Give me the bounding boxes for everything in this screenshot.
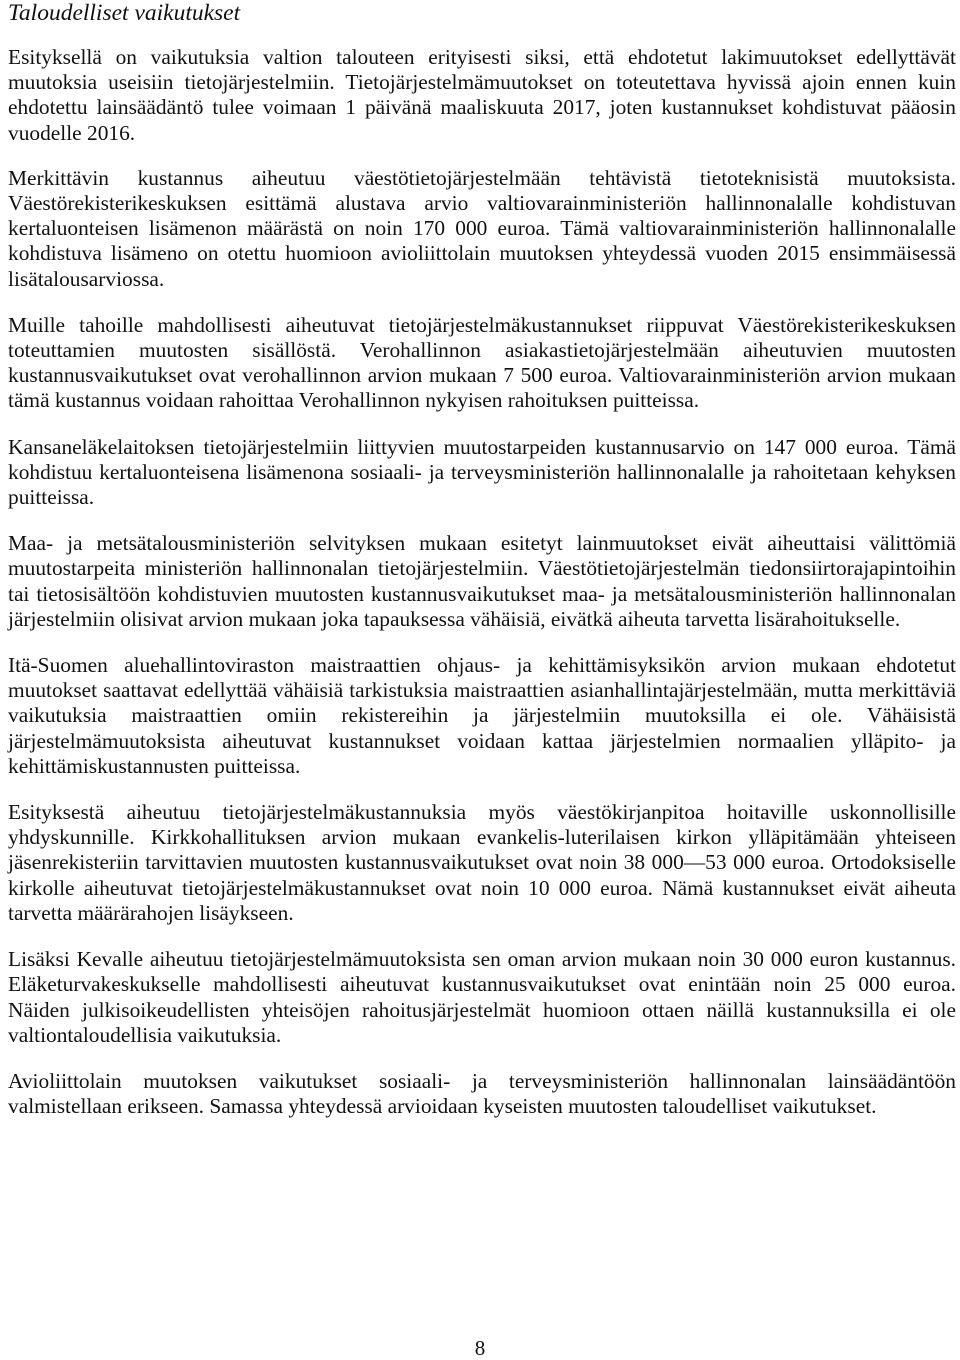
paragraph-kela-costs: Kansaneläkelaitoksen tietojärjestelmiin liittyvien muutostarpeiden kustannusarvio on 147 000 euroa. Tämä kohdistuu kertaluonteisena lisämenona sosiaali- ja terveysministeriön hallinnonalalle ja rahoitetaan kehyksen puitteissa. (8, 434, 956, 510)
page-number: 8 (474, 1336, 486, 1360)
paragraph-religious-communities: Esityksestä aiheutuu tietojärjestelmäkustannuksia myös väestökirjanpitoa hoitaville uskonnollisille yhdyskunnille. Kirkkohallituksen arvion mukaan evankelis-luterilaisen kirkon ylläpitämään yhteiseen jäsenrekisteriin tarvittavien muutosten kustannusvaikutukset ovat noin 38 000—53 000 euroa. Ortodoksiselle kirkolle aiheutuvat tietojärjestelmäkustannukset ovat noin 10 000 euroa. Nämä kustannukset eivät aiheuta tarvetta määrärahojen lisäykseen. (8, 800, 956, 925)
paragraph-marriage-act-effects: Avioliittolain muutoksen vaikutukset sosiaali- ja terveysministeriön hallinnonalan lainsäädäntöön valmistellaan erikseen. Samassa yhteydessä arvioidaan kyseisten muutosten taloudelliset vaikutukset. (8, 1068, 956, 1119)
section-heading: Taloudelliset vaikutukset (8, 0, 241, 26)
paragraph-agriculture-ministry: Maa- ja metsätalousministeriön selvityksen mukaan esitetyt lainmuutokset eivät aiheuttaisi välittömiä muutostarpeita ministeriön hallinnonalan tietojärjestelmiin. Väestötietojärjestelmän tiedonsiirtorajapintoihin tai tietosisältöön kohdistuvien muutosten kustannusvaikutukset maa- ja metsätalousministeriön hallinnonalan järjestelmiin olisivat arvion mukaan joka tapauksessa vähäisiä, eivätkä aiheuta tarvetta lisärahoitukselle. (8, 531, 956, 631)
paragraph-tax-administration-costs: Muille tahoille mahdollisesti aiheutuvat tietojärjestelmäkustannukset riippuvat Väestörekisterikeskuksen toteuttamien muutosten sisällöstä. Verohallinnon asiakastietojärjestelmään aiheutuvien muutosten kustannusvaikutukset ovat verohallinnon arvion mukaan 7 500 euroa. Valtiovarainministeriön arvion mukaan tämä kustannus voidaan rahoittaa Verohallinnon nykyisen rahoituksen puitteissa. (8, 312, 956, 413)
document-page (8, 0, 956, 1119)
paragraph-regional-agency: Itä-Suomen aluehallintoviraston maistraattien ohjaus- ja kehittämisyksikön arvion mukaan ehdotetut muutokset saattavat edellyttää vähäisiä tarkistuksia maistraattien asianhallintajärjestelmään, mutta merkittäviä vaikutuksia maistraattien omiin rekistereihin ja järjestelmiin muutoksilla ei ole. Vähäisistä järjestelmämuutoksista aiheutuvat kustannukset voidaan kattaa järjestelmien normaalien ylläpito- ja kehittämiskustannusten puitteissa. (8, 653, 956, 778)
paragraph-population-register-costs: Merkittävin kustannus aiheutuu väestötietojärjestelmään tehtävistä tietoteknisistä muutoksista. Väestörekisterikeskuksen esittämä alustava arvio valtiovarainministeriön hallinnonalalle kohdistuvan kertaluonteisen lisämenon määrästä on noin 170 000 euroa. Tämä valtiovarainministeriön hallinnonalalle kohdistuva lisämeno on otettu huomioon avioliittolain muutoksen yhteydessä vuoden 2015 ensimmäisessä lisätalousarviossa. (8, 165, 956, 291)
paragraph-keva-costs: Lisäksi Kevalle aiheutuu tietojärjestelmämuutoksista sen oman arvion mukaan noin 30 000 euron kustannus. Eläketurvakeskukselle mahdollisesti aiheutuvat kustannusvaikutukset ovat enintään noin 25 000 euroa. Näiden julkisoikeudellisten yhteisöjen rahoitusjärjestelmät huomioon ottaen näillä kustannuksilla ei ole valtiontaloudellisia vaikutuksia. (8, 947, 956, 1047)
paragraph-system-changes: Esityksellä on vaikutuksia valtion talouteen erityisesti siksi, että ehdotetut lakimuutokset edellyttävät muutoksia useisiin tietojärjestelmiin. Tietojärjestelmämuutokset on toteutettava hyvissä ajoin ennen kuin ehdotettu lainsäädäntö tulee voimaan 1 päivänä maaliskuuta 2017, joten kustannukset kohdistuvat pääosin vuodelle 2016. (8, 45, 956, 145)
